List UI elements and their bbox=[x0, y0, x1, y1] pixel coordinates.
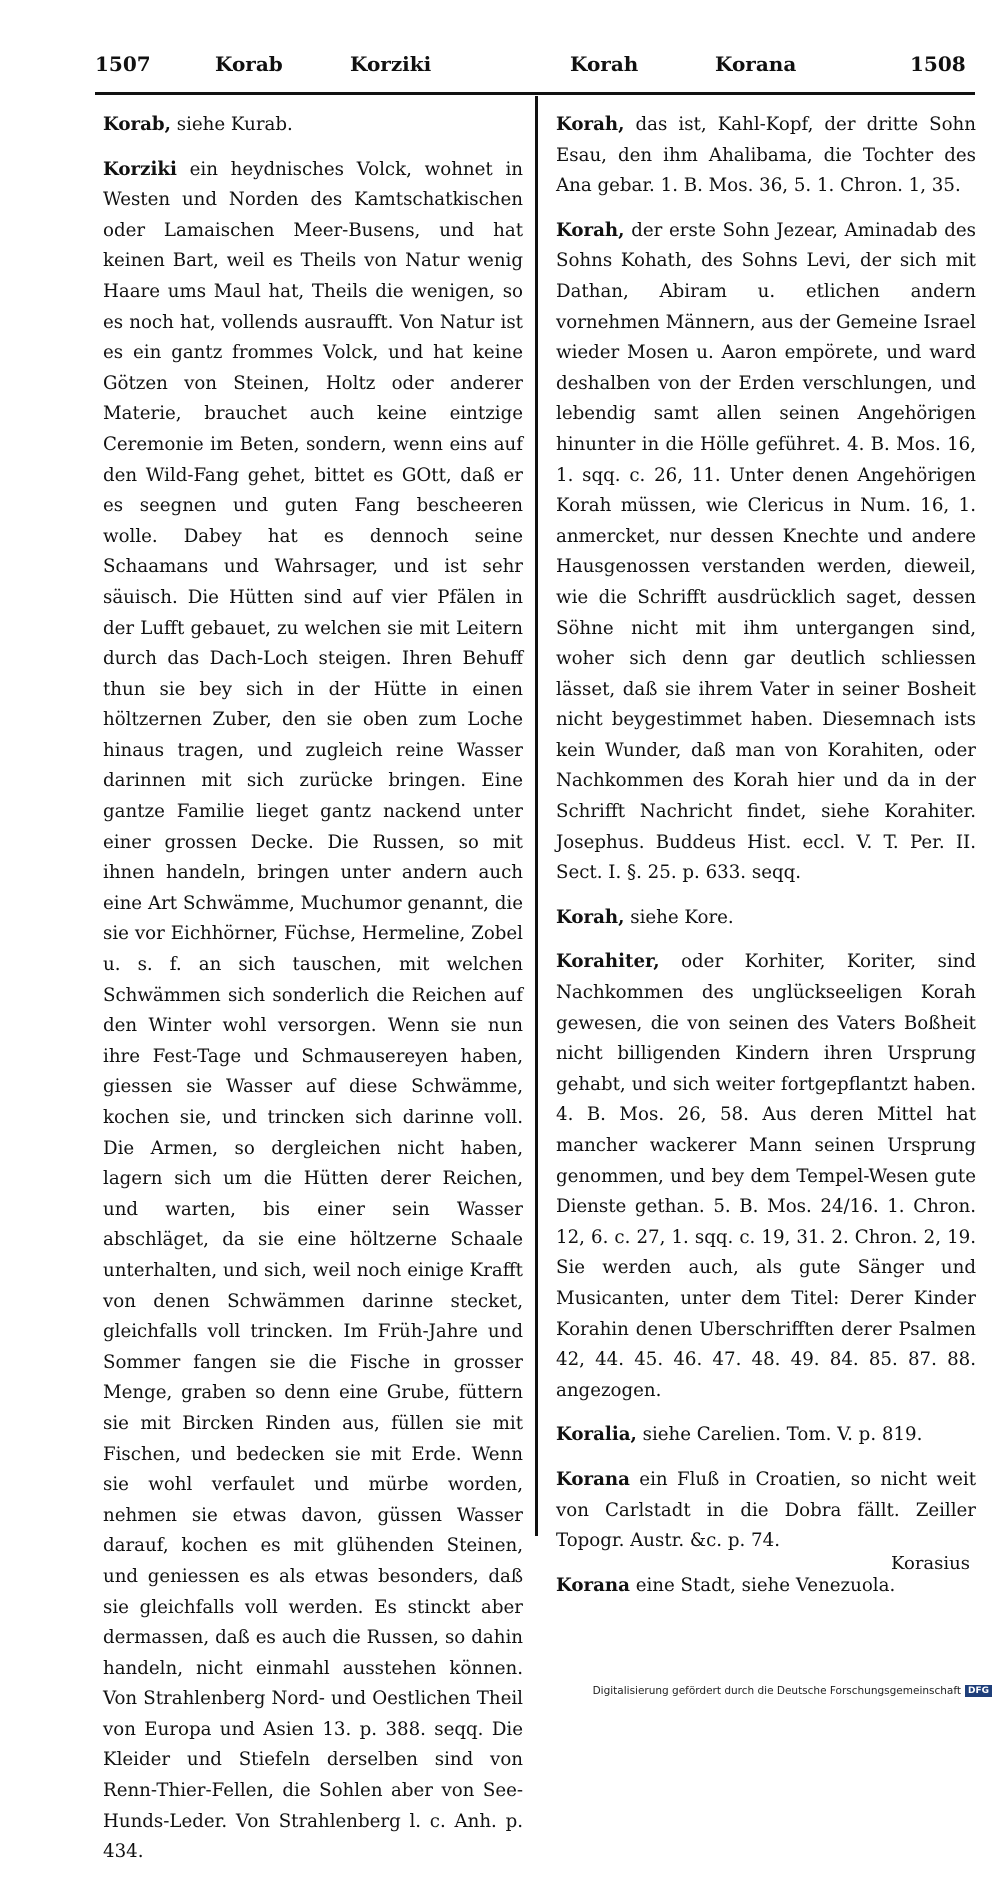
header-title-left-1: Korab bbox=[215, 52, 283, 76]
entry-text: das ist, Kahl-Kopf, der dritte Sohn Esau, den ihm Ahalibama, die Tochter des Ana gebar. 1. B. Mos. 36, 5. 1. Chron. 1, 35. bbox=[556, 114, 976, 197]
entry bbox=[556, 110, 976, 202]
entry-text: oder Korhiter, Koriter, sind Nachkommen des unglückseeligen Korah gewesen, die von seinen des Vaters Boßheit nicht billigenden Kindern ihren Ursprung gehabt, und sich weiter fortgepflantzt haben. 4. B. Mos. 26, 58. Aus deren Mittel hat mancher wackerer Mann seinen Ursprung genommen, und bey dem Tempel-Wesen gute Dienste gethan. 5. B. Mos. 24/16. 1. Chron. 12, 6. c. 27, 1. sqq. c. 19, 31. 2. Chron. 2, 19. Sie werden auch, als gute Sänger und Musicanten, unter dem Titel: Derer Kinder Korahin denen Uberschrifften derer Psalmen 42, 44. 45. 46. 47. 48. 49. 84. 85. 87. 88. angezogen. bbox=[556, 951, 976, 1401]
left-column bbox=[103, 110, 523, 1882]
page-number-left: 1507 bbox=[95, 52, 151, 76]
entry-headword: Koralia, bbox=[556, 1424, 637, 1446]
entry bbox=[556, 903, 976, 934]
entry bbox=[103, 110, 523, 141]
running-header bbox=[95, 52, 975, 92]
entry-text: siehe Kurab. bbox=[170, 114, 293, 135]
entry bbox=[556, 216, 976, 889]
digitization-footer bbox=[593, 1685, 992, 1697]
entry bbox=[103, 155, 523, 1868]
entry-headword: Korab, bbox=[103, 114, 171, 135]
header-title-left-2: Korziki bbox=[350, 52, 432, 76]
header-rule bbox=[95, 92, 975, 95]
entry-headword: Korah, bbox=[556, 906, 625, 928]
entry-headword: Korah, bbox=[556, 219, 625, 241]
dfg-logo: DFG bbox=[965, 1685, 992, 1697]
entry-text: siehe Carelien. Tom. V. p. 819. bbox=[636, 1424, 923, 1446]
entry bbox=[556, 1465, 976, 1557]
entry bbox=[556, 947, 976, 1406]
catchword: Korasius bbox=[891, 1553, 970, 1574]
page-number-right: 1508 bbox=[910, 52, 966, 76]
entry-headword: Korana bbox=[556, 1468, 630, 1490]
entry bbox=[556, 1420, 976, 1451]
entry-headword: Korana bbox=[556, 1574, 630, 1596]
entry-text: siehe Kore. bbox=[624, 906, 734, 928]
entry-text: eine Stadt, siehe Venezuola. bbox=[629, 1574, 896, 1596]
right-column bbox=[556, 110, 976, 1615]
entry-text: ein heydnisches Volck, wohnet in Westen und Norden des Kamtschatkischen oder Lamaischen Meer-Busens, und hat keinen Bart, weil es Theils von Natur wenig Haare ums Maul hat, Theils die wenigen, so es noch hat, vollends ausraufft. Von Natur ist es ein gantz frommes Volck, und hat keine Götzen von Steinen, Holtz oder anderer Materie, brauchet auch keine eintzige Ceremonie im Beten, sondern, wenn eins auf den Wild-Fang gehet, bittet es GOtt, daß er es seegnen und guten Fang bescheeren wolle. Dabey hat es dennoch seine Schaamans und Wahrsager, und ist sehr säuisch. Die Hütten sind auf vier Pfälen in der Lufft gebauet, zu welchen sie mit Leitern durch das Dach-Loch steigen. Ihren Behuff thun sie bey sich in der Hütte in einen höltzernen Zuber, den sie oben zum Loche hinaus tragen, und zugleich reine Wasser darinnen mit sich zurücke bringen. Eine gantze Familie lieget gantz nackend unter einer grossen Decke. Die Russen, so mit ihnen handeln, bringen unter andern auch eine Art Schwämme, Muchumor genannt, die sie vor Eichhörner, Füchse, Hermeline, Zobel u. s. f. an sich tauschen, mit welchen Schwämmen sich sonderlich die Reichen auf den Winter wohl versorgen. Wenn sie nun ihre Fest-Tage und Schmausereyen haben, giessen sie Wasser auf diese Schwämme, kochen sie, und trincken sich darinne voll. Die Armen, so dergleichen nicht haben, lagern sich um die Hütten derer Reichen, und warten, bis einer sein Wasser abschläget, da sie eine höltzerne Schaale unterhalten, und sich, weil noch einige Krafft von denen Schwämmen darinne stecket, gleichfalls voll trincken. Im Früh-Jahre und Sommer fangen sie die Fische in grosser Menge, graben so denn eine Grube, füttern sie mit Bircken Rinden aus, füllen sie mit Fischen, und bedecken sie mit Erde. Wenn sie wohl verfaulet und mürbe worden, nehmen sie etwas davon, güssen Wasser darauf, kochen es mit glühenden Steinen, und geniessen es als etwas besonders, daß sie gleichfalls voll werden. Es stinckt aber dermassen, daß es auch die Russen, so dahin handeln, nicht einmahl ausstehen können. Von Strahlenberg Nord- und Oestlichen Theil von Europa und Asien 13. p. 388. seqq. Die Kleider und Stiefeln derselben sind von Renn-Thier-Fellen, die Sohlen aber von See-Hunds-Leder. Von Strahlenberg l. c. Anh. p. 434. bbox=[103, 158, 523, 1863]
column-divider bbox=[535, 96, 538, 1536]
header-title-right-2: Korana bbox=[715, 52, 797, 76]
entry-headword: Korziki bbox=[103, 158, 177, 180]
entry-text: der erste Sohn Jezear, Aminadab des Sohns Kohath, des Sohns Levi, der sich mit Dathan, Abiram u. etlichen andern vornehmen Männern, aus der Gemeine Israel wieder Mosen u. Aaron empörete, und ward deshalben von der Erden verschlungen, und lebendig samt allen seinen Angehörigen hinunter in die Hölle geführet. 4. B. Mos. 16, 1. sqq. c. 26, 11. Unter denen Angehörigen Korah müssen, wie Clericus in Num. 16, 1. anmercket, nur dessen Knechte und andere Hausgenossen verstanden werden, dieweil, wie die Schrifft ausdrücklich saget, dessen Söhne nicht mit ihm untergangen sind, woher sich denn gar deutlich schliessen lässet, daß sie ihrem Vater in seiner Bosheit nicht beygestimmet haben. Diesemnach ists kein Wunder, daß man von Korahiten, oder Nachkommen des Korah hier und da in der Schrifft Nachricht findet, siehe Korahiter. Josephus. Buddeus Hist. eccl. V. T. Per. II. Sect. I. §. 25. p. 633. seqq. bbox=[556, 219, 976, 884]
entry-headword: Korah, bbox=[556, 114, 625, 135]
entry-text: ein Fluß in Croatien, so nicht weit von Carlstadt in die Dobra fällt. Zeiller Topogr. Austr. &c. p. 74. bbox=[556, 1468, 976, 1552]
footer-text: Digitalisierung gefördert durch die Deutsche Forschungsgemeinschaft bbox=[592, 1685, 961, 1697]
entry-headword: Korahiter, bbox=[556, 951, 660, 973]
header-title-right-1: Korah bbox=[570, 52, 639, 76]
entry bbox=[556, 1571, 976, 1602]
